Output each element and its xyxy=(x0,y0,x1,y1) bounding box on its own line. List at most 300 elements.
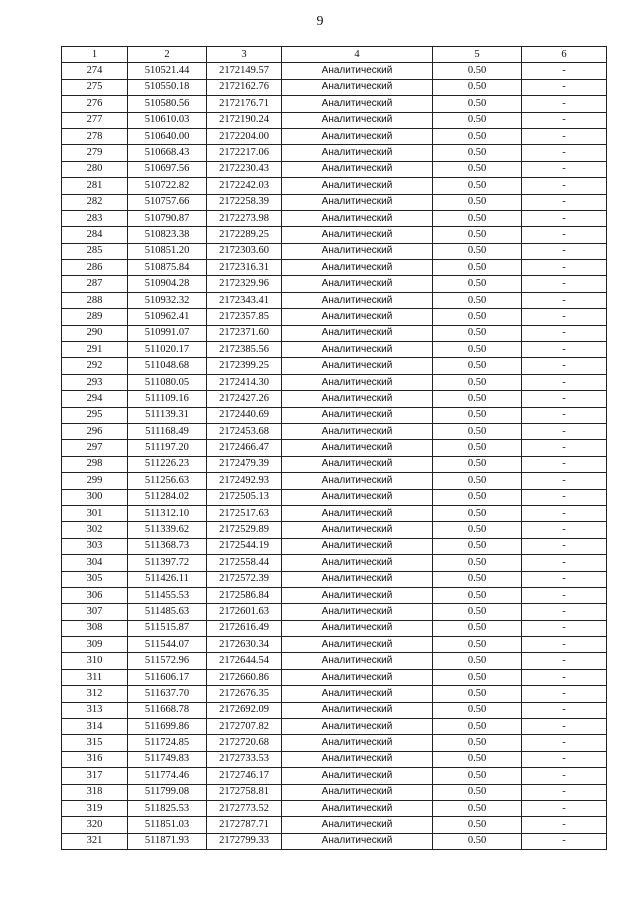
page-number: 9 xyxy=(316,14,324,29)
y-coordinate-cell: 2172630.34 xyxy=(207,637,282,653)
note-cell: - xyxy=(522,342,607,358)
method-cell: Аналитический xyxy=(282,440,433,456)
table-row xyxy=(62,522,607,538)
method-cell: Аналитический xyxy=(282,423,433,439)
y-coordinate-cell: 2172149.57 xyxy=(207,63,282,79)
x-coordinate-cell: 510932.32 xyxy=(128,292,207,308)
point-number-cell: 313 xyxy=(62,702,128,718)
accuracy-cell: 0.50 xyxy=(433,571,522,587)
x-coordinate-cell: 511109.16 xyxy=(128,391,207,407)
x-coordinate-cell: 511339.62 xyxy=(128,522,207,538)
note-cell: - xyxy=(522,800,607,816)
point-number-cell: 311 xyxy=(62,669,128,685)
accuracy-cell: 0.50 xyxy=(433,522,522,538)
x-coordinate-cell: 510851.20 xyxy=(128,243,207,259)
accuracy-cell: 0.50 xyxy=(433,735,522,751)
note-cell: - xyxy=(522,440,607,456)
point-number-cell: 287 xyxy=(62,276,128,292)
point-number-cell: 309 xyxy=(62,637,128,653)
table-row xyxy=(62,96,607,112)
accuracy-cell: 0.50 xyxy=(433,194,522,210)
accuracy-cell: 0.50 xyxy=(433,292,522,308)
point-number-cell: 300 xyxy=(62,489,128,505)
y-coordinate-cell: 2172316.31 xyxy=(207,260,282,276)
x-coordinate-cell: 511020.17 xyxy=(128,342,207,358)
table-row xyxy=(62,538,607,554)
method-cell: Аналитический xyxy=(282,522,433,538)
y-coordinate-cell: 2172505.13 xyxy=(207,489,282,505)
point-number-cell: 290 xyxy=(62,325,128,341)
note-cell: - xyxy=(522,505,607,521)
point-number-cell: 278 xyxy=(62,128,128,144)
note-cell: - xyxy=(522,309,607,325)
point-number-cell: 317 xyxy=(62,768,128,784)
table-row xyxy=(62,194,607,210)
x-coordinate-cell: 510550.18 xyxy=(128,79,207,95)
method-cell: Аналитический xyxy=(282,128,433,144)
note-cell: - xyxy=(522,260,607,276)
x-coordinate-cell: 511515.87 xyxy=(128,620,207,636)
accuracy-cell: 0.50 xyxy=(433,243,522,259)
table-row xyxy=(62,637,607,653)
note-cell: - xyxy=(522,751,607,767)
y-coordinate-cell: 2172544.19 xyxy=(207,538,282,554)
accuracy-cell: 0.50 xyxy=(433,358,522,374)
y-coordinate-cell: 2172414.30 xyxy=(207,374,282,390)
column-header: 3 xyxy=(207,47,282,63)
y-coordinate-cell: 2172303.60 xyxy=(207,243,282,259)
method-cell: Аналитический xyxy=(282,391,433,407)
table-row xyxy=(62,243,607,259)
y-coordinate-cell: 2172517.63 xyxy=(207,505,282,521)
method-cell: Аналитический xyxy=(282,833,433,849)
table-row xyxy=(62,342,607,358)
table-row xyxy=(62,374,607,390)
method-cell: Аналитический xyxy=(282,374,433,390)
accuracy-cell: 0.50 xyxy=(433,161,522,177)
point-number-cell: 315 xyxy=(62,735,128,751)
method-cell: Аналитический xyxy=(282,63,433,79)
table-row xyxy=(62,440,607,456)
method-cell: Аналитический xyxy=(282,538,433,554)
accuracy-cell: 0.50 xyxy=(433,423,522,439)
point-number-cell: 293 xyxy=(62,374,128,390)
accuracy-cell: 0.50 xyxy=(433,63,522,79)
accuracy-cell: 0.50 xyxy=(433,604,522,620)
method-cell: Аналитический xyxy=(282,768,433,784)
y-coordinate-cell: 2172644.54 xyxy=(207,653,282,669)
table-row xyxy=(62,489,607,505)
point-number-cell: 321 xyxy=(62,833,128,849)
table-row xyxy=(62,653,607,669)
method-cell: Аналитический xyxy=(282,571,433,587)
method-cell: Аналитический xyxy=(282,505,433,521)
method-cell: Аналитический xyxy=(282,620,433,636)
y-coordinate-cell: 2172242.03 xyxy=(207,178,282,194)
accuracy-cell: 0.50 xyxy=(433,178,522,194)
point-number-cell: 302 xyxy=(62,522,128,538)
note-cell: - xyxy=(522,702,607,718)
y-coordinate-cell: 2172479.39 xyxy=(207,456,282,472)
point-number-cell: 314 xyxy=(62,719,128,735)
point-number-cell: 294 xyxy=(62,391,128,407)
method-cell: Аналитический xyxy=(282,456,433,472)
note-cell: - xyxy=(522,489,607,505)
x-coordinate-cell: 510823.38 xyxy=(128,227,207,243)
point-number-cell: 292 xyxy=(62,358,128,374)
note-cell: - xyxy=(522,620,607,636)
x-coordinate-cell: 511226.23 xyxy=(128,456,207,472)
accuracy-cell: 0.50 xyxy=(433,620,522,636)
note-cell: - xyxy=(522,669,607,685)
x-coordinate-cell: 510610.03 xyxy=(128,112,207,128)
table-row xyxy=(62,473,607,489)
accuracy-cell: 0.50 xyxy=(433,96,522,112)
accuracy-cell: 0.50 xyxy=(433,686,522,702)
y-coordinate-cell: 2172357.85 xyxy=(207,309,282,325)
x-coordinate-cell: 511256.63 xyxy=(128,473,207,489)
table-row xyxy=(62,833,607,849)
y-coordinate-cell: 2172399.25 xyxy=(207,358,282,374)
table-row xyxy=(62,178,607,194)
accuracy-cell: 0.50 xyxy=(433,112,522,128)
note-cell: - xyxy=(522,522,607,538)
method-cell: Аналитический xyxy=(282,637,433,653)
x-coordinate-cell: 510875.84 xyxy=(128,260,207,276)
point-number-cell: 275 xyxy=(62,79,128,95)
y-coordinate-cell: 2172371.60 xyxy=(207,325,282,341)
accuracy-cell: 0.50 xyxy=(433,800,522,816)
accuracy-cell: 0.50 xyxy=(433,227,522,243)
note-cell: - xyxy=(522,686,607,702)
table-row xyxy=(62,79,607,95)
y-coordinate-cell: 2172707.82 xyxy=(207,719,282,735)
accuracy-cell: 0.50 xyxy=(433,342,522,358)
point-number-cell: 295 xyxy=(62,407,128,423)
table-row xyxy=(62,719,607,735)
point-number-cell: 301 xyxy=(62,505,128,521)
table-row xyxy=(62,161,607,177)
x-coordinate-cell: 510580.56 xyxy=(128,96,207,112)
y-coordinate-cell: 2172720.68 xyxy=(207,735,282,751)
accuracy-cell: 0.50 xyxy=(433,817,522,833)
y-coordinate-cell: 2172230.43 xyxy=(207,161,282,177)
point-number-cell: 279 xyxy=(62,145,128,161)
x-coordinate-cell: 510790.87 xyxy=(128,210,207,226)
note-cell: - xyxy=(522,817,607,833)
note-cell: - xyxy=(522,587,607,603)
accuracy-cell: 0.50 xyxy=(433,309,522,325)
x-coordinate-cell: 511312.10 xyxy=(128,505,207,521)
column-header: 6 xyxy=(522,47,607,63)
point-number-cell: 277 xyxy=(62,112,128,128)
y-coordinate-cell: 2172529.89 xyxy=(207,522,282,538)
x-coordinate-cell: 511851.03 xyxy=(128,817,207,833)
y-coordinate-cell: 2172385.56 xyxy=(207,342,282,358)
table-row xyxy=(62,325,607,341)
y-coordinate-cell: 2172217.06 xyxy=(207,145,282,161)
table-row xyxy=(62,784,607,800)
x-coordinate-cell: 511724.85 xyxy=(128,735,207,751)
table-row xyxy=(62,555,607,571)
table-row xyxy=(62,309,607,325)
accuracy-cell: 0.50 xyxy=(433,768,522,784)
y-coordinate-cell: 2172586.84 xyxy=(207,587,282,603)
y-coordinate-cell: 2172492.93 xyxy=(207,473,282,489)
table-row xyxy=(62,456,607,472)
method-cell: Аналитический xyxy=(282,735,433,751)
x-coordinate-cell: 510697.56 xyxy=(128,161,207,177)
y-coordinate-cell: 2172773.52 xyxy=(207,800,282,816)
note-cell: - xyxy=(522,374,607,390)
accuracy-cell: 0.50 xyxy=(433,702,522,718)
point-number-cell: 307 xyxy=(62,604,128,620)
y-coordinate-cell: 2172427.26 xyxy=(207,391,282,407)
x-coordinate-cell: 511197.20 xyxy=(128,440,207,456)
note-cell: - xyxy=(522,276,607,292)
note-cell: - xyxy=(522,407,607,423)
table-row xyxy=(62,63,607,79)
accuracy-cell: 0.50 xyxy=(433,473,522,489)
accuracy-cell: 0.50 xyxy=(433,145,522,161)
accuracy-cell: 0.50 xyxy=(433,784,522,800)
point-number-cell: 306 xyxy=(62,587,128,603)
point-number-cell: 310 xyxy=(62,653,128,669)
method-cell: Аналитический xyxy=(282,243,433,259)
accuracy-cell: 0.50 xyxy=(433,555,522,571)
x-coordinate-cell: 511455.53 xyxy=(128,587,207,603)
x-coordinate-cell: 511871.93 xyxy=(128,833,207,849)
table-row xyxy=(62,227,607,243)
point-number-cell: 284 xyxy=(62,227,128,243)
note-cell: - xyxy=(522,768,607,784)
method-cell: Аналитический xyxy=(282,686,433,702)
table-row xyxy=(62,145,607,161)
accuracy-cell: 0.50 xyxy=(433,374,522,390)
table-row xyxy=(62,128,607,144)
column-header: 1 xyxy=(62,47,128,63)
y-coordinate-cell: 2172572.39 xyxy=(207,571,282,587)
note-cell: - xyxy=(522,210,607,226)
point-number-cell: 305 xyxy=(62,571,128,587)
y-coordinate-cell: 2172273.98 xyxy=(207,210,282,226)
y-coordinate-cell: 2172176.71 xyxy=(207,96,282,112)
column-header: 2 xyxy=(128,47,207,63)
x-coordinate-cell: 511606.17 xyxy=(128,669,207,685)
method-cell: Аналитический xyxy=(282,96,433,112)
y-coordinate-cell: 2172676.35 xyxy=(207,686,282,702)
accuracy-cell: 0.50 xyxy=(433,210,522,226)
y-coordinate-cell: 2172733.53 xyxy=(207,751,282,767)
x-coordinate-cell: 511774.46 xyxy=(128,768,207,784)
point-number-cell: 312 xyxy=(62,686,128,702)
point-number-cell: 304 xyxy=(62,555,128,571)
note-cell: - xyxy=(522,325,607,341)
method-cell: Аналитический xyxy=(282,325,433,341)
point-number-cell: 299 xyxy=(62,473,128,489)
note-cell: - xyxy=(522,833,607,849)
x-coordinate-cell: 510904.28 xyxy=(128,276,207,292)
x-coordinate-cell: 510722.82 xyxy=(128,178,207,194)
note-cell: - xyxy=(522,391,607,407)
method-cell: Аналитический xyxy=(282,178,433,194)
note-cell: - xyxy=(522,571,607,587)
accuracy-cell: 0.50 xyxy=(433,276,522,292)
x-coordinate-cell: 510962.41 xyxy=(128,309,207,325)
table-row xyxy=(62,817,607,833)
accuracy-cell: 0.50 xyxy=(433,538,522,554)
method-cell: Аналитический xyxy=(282,210,433,226)
x-coordinate-cell: 511368.73 xyxy=(128,538,207,554)
accuracy-cell: 0.50 xyxy=(433,489,522,505)
method-cell: Аналитический xyxy=(282,145,433,161)
note-cell: - xyxy=(522,423,607,439)
x-coordinate-cell: 511799.08 xyxy=(128,784,207,800)
note-cell: - xyxy=(522,735,607,751)
method-cell: Аналитический xyxy=(282,194,433,210)
column-header: 4 xyxy=(282,47,433,63)
y-coordinate-cell: 2172204.00 xyxy=(207,128,282,144)
y-coordinate-cell: 2172601.63 xyxy=(207,604,282,620)
point-number-cell: 318 xyxy=(62,784,128,800)
method-cell: Аналитический xyxy=(282,751,433,767)
coordinates-table xyxy=(61,46,607,850)
note-cell: - xyxy=(522,194,607,210)
y-coordinate-cell: 2172692.09 xyxy=(207,702,282,718)
note-cell: - xyxy=(522,292,607,308)
point-number-cell: 285 xyxy=(62,243,128,259)
method-cell: Аналитический xyxy=(282,292,433,308)
x-coordinate-cell: 511139.31 xyxy=(128,407,207,423)
method-cell: Аналитический xyxy=(282,800,433,816)
accuracy-cell: 0.50 xyxy=(433,751,522,767)
x-coordinate-cell: 511749.83 xyxy=(128,751,207,767)
point-number-cell: 320 xyxy=(62,817,128,833)
method-cell: Аналитический xyxy=(282,161,433,177)
method-cell: Аналитический xyxy=(282,227,433,243)
table-row xyxy=(62,407,607,423)
note-cell: - xyxy=(522,473,607,489)
point-number-cell: 296 xyxy=(62,423,128,439)
table-row xyxy=(62,800,607,816)
note-cell: - xyxy=(522,555,607,571)
method-cell: Аналитический xyxy=(282,260,433,276)
accuracy-cell: 0.50 xyxy=(433,833,522,849)
method-cell: Аналитический xyxy=(282,784,433,800)
x-coordinate-cell: 511426.11 xyxy=(128,571,207,587)
method-cell: Аналитический xyxy=(282,489,433,505)
accuracy-cell: 0.50 xyxy=(433,260,522,276)
accuracy-cell: 0.50 xyxy=(433,505,522,521)
note-cell: - xyxy=(522,79,607,95)
x-coordinate-cell: 511544.07 xyxy=(128,637,207,653)
accuracy-cell: 0.50 xyxy=(433,325,522,341)
table-row xyxy=(62,620,607,636)
table-row xyxy=(62,423,607,439)
y-coordinate-cell: 2172466.47 xyxy=(207,440,282,456)
note-cell: - xyxy=(522,604,607,620)
y-coordinate-cell: 2172440.69 xyxy=(207,407,282,423)
point-number-cell: 276 xyxy=(62,96,128,112)
point-number-cell: 281 xyxy=(62,178,128,194)
y-coordinate-cell: 2172616.49 xyxy=(207,620,282,636)
table-row xyxy=(62,751,607,767)
point-number-cell: 283 xyxy=(62,210,128,226)
table-row xyxy=(62,587,607,603)
y-coordinate-cell: 2172343.41 xyxy=(207,292,282,308)
method-cell: Аналитический xyxy=(282,604,433,620)
accuracy-cell: 0.50 xyxy=(433,719,522,735)
x-coordinate-cell: 511668.78 xyxy=(128,702,207,718)
accuracy-cell: 0.50 xyxy=(433,456,522,472)
accuracy-cell: 0.50 xyxy=(433,440,522,456)
accuracy-cell: 0.50 xyxy=(433,653,522,669)
x-coordinate-cell: 511637.70 xyxy=(128,686,207,702)
method-cell: Аналитический xyxy=(282,309,433,325)
method-cell: Аналитический xyxy=(282,555,433,571)
note-cell: - xyxy=(522,719,607,735)
table-row xyxy=(62,604,607,620)
method-cell: Аналитический xyxy=(282,276,433,292)
table-row xyxy=(62,210,607,226)
note-cell: - xyxy=(522,112,607,128)
note-cell: - xyxy=(522,538,607,554)
y-coordinate-cell: 2172289.25 xyxy=(207,227,282,243)
method-cell: Аналитический xyxy=(282,702,433,718)
accuracy-cell: 0.50 xyxy=(433,407,522,423)
x-coordinate-cell: 510668.43 xyxy=(128,145,207,161)
y-coordinate-cell: 2172190.24 xyxy=(207,112,282,128)
y-coordinate-cell: 2172787.71 xyxy=(207,817,282,833)
x-coordinate-cell: 510521.44 xyxy=(128,63,207,79)
y-coordinate-cell: 2172162.76 xyxy=(207,79,282,95)
y-coordinate-cell: 2172746.17 xyxy=(207,768,282,784)
y-coordinate-cell: 2172799.33 xyxy=(207,833,282,849)
table-row xyxy=(62,358,607,374)
table-row xyxy=(62,669,607,685)
table-row xyxy=(62,571,607,587)
method-cell: Аналитический xyxy=(282,587,433,603)
note-cell: - xyxy=(522,63,607,79)
note-cell: - xyxy=(522,96,607,112)
table-row xyxy=(62,768,607,784)
table-row xyxy=(62,505,607,521)
table-row xyxy=(62,276,607,292)
table-row xyxy=(62,391,607,407)
y-coordinate-cell: 2172258.39 xyxy=(207,194,282,210)
point-number-cell: 297 xyxy=(62,440,128,456)
method-cell: Аналитический xyxy=(282,669,433,685)
method-cell: Аналитический xyxy=(282,473,433,489)
table-row xyxy=(62,292,607,308)
point-number-cell: 319 xyxy=(62,800,128,816)
note-cell: - xyxy=(522,161,607,177)
table-header-row xyxy=(62,47,607,63)
note-cell: - xyxy=(522,128,607,144)
x-coordinate-cell: 510757.66 xyxy=(128,194,207,210)
column-header: 5 xyxy=(433,47,522,63)
y-coordinate-cell: 2172329.96 xyxy=(207,276,282,292)
y-coordinate-cell: 2172660.86 xyxy=(207,669,282,685)
method-cell: Аналитический xyxy=(282,719,433,735)
table-row xyxy=(62,260,607,276)
point-number-cell: 286 xyxy=(62,260,128,276)
point-number-cell: 308 xyxy=(62,620,128,636)
note-cell: - xyxy=(522,456,607,472)
method-cell: Аналитический xyxy=(282,358,433,374)
accuracy-cell: 0.50 xyxy=(433,128,522,144)
x-coordinate-cell: 511168.49 xyxy=(128,423,207,439)
